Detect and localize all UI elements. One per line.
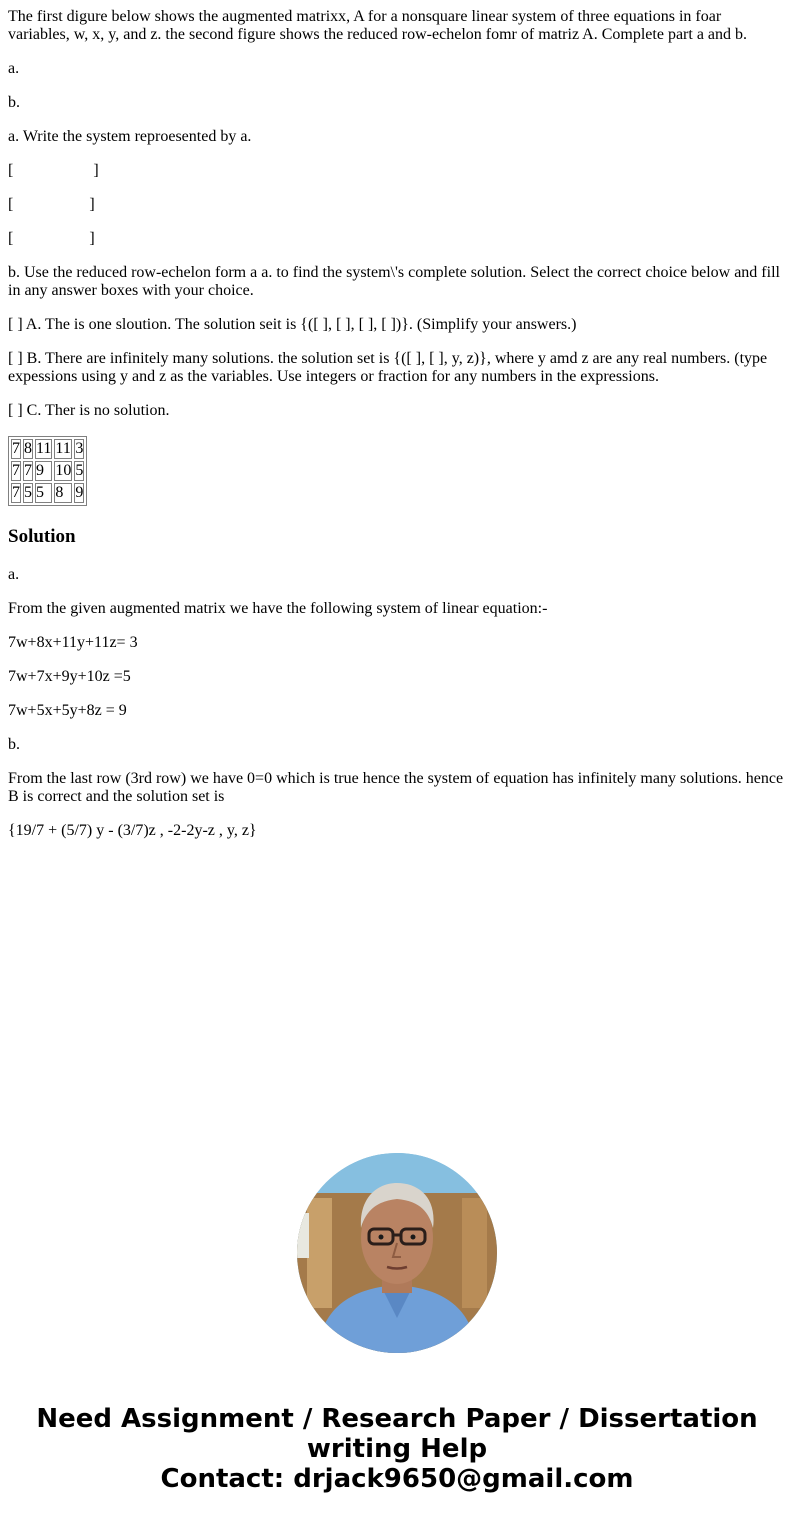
document-body <box>8 8 786 856</box>
answer-bracket-3: [ ] <box>8 230 95 247</box>
choice-c: [ ] C. Ther is no solution. <box>8 402 170 419</box>
solution-heading: Solution <box>8 526 76 547</box>
author-portrait-icon <box>297 1153 497 1353</box>
matrix-cell: 8 <box>54 483 72 503</box>
matrix-cell: 7 <box>12 440 20 457</box>
matrix-cell: 11 <box>55 440 71 457</box>
solution-set: {19/7 + (5/7) y - (3/7)z , -2-2y-z , y, z} <box>8 822 257 839</box>
matrix-cell: 8 <box>24 440 32 457</box>
question-label-b: b. <box>8 94 20 111</box>
part-a-prompt: a. Write the system reproesented by a. <box>8 128 252 145</box>
matrix-cell: 3 <box>75 440 84 457</box>
matrix-cell: 7 <box>24 462 32 479</box>
promo-banner <box>0 1404 794 1494</box>
equation-2: 7w+7x+9y+10z =5 <box>8 668 131 685</box>
matrix-row <box>11 483 84 503</box>
author-avatar <box>297 1153 497 1353</box>
matrix-row <box>11 439 84 459</box>
matrix-cell: 9 <box>75 484 84 501</box>
question-intro: The first digure below shows the augmented matrixx, A for a nonsquare linear system of three equations in foar variables, w, x, y, and z. the second figure shows the reduced row-echelon fomr of matriz A. Complete part a and b. <box>8 8 748 43</box>
equation-3: 7w+5x+5y+8z = 9 <box>8 702 127 719</box>
matrix-cell: 5 <box>75 462 84 479</box>
banner-line-2: writing Help <box>306 1434 488 1464</box>
matrix-cell: 7 <box>12 462 20 479</box>
equation-1: 7w+8x+11y+11z= 3 <box>8 634 138 651</box>
matrix-cell: 10 <box>55 462 72 479</box>
banner-contact: Contact: drjack9650@gmail.com <box>160 1464 634 1494</box>
solution-intro-a: From the given augmented matrix we have the following system of linear equation:- <box>8 600 548 617</box>
matrix-cell: 7 <box>12 484 20 501</box>
choice-b: [ ] B. There are infinitely many solutions. the solution set is {([ ], [ ], y, z)}, where y amd z are any real numbers. (type expessions using y and z as the variables. Use integers or fraction for any numbers in the expressions. <box>8 350 768 385</box>
answer-bracket-2: [ ] <box>8 196 95 213</box>
choice-a: [ ] A. The is one sloution. The solution seit is {([ ], [ ], [ ], [ ])}. (Simplify your answers.) <box>8 316 577 333</box>
matrix-cell: 5 <box>35 483 52 503</box>
solution-label-a: a. <box>8 566 20 583</box>
matrix-cell: 11 <box>36 440 52 457</box>
question-label-a: a. <box>8 60 20 77</box>
augmented-matrix-table <box>8 436 87 506</box>
part-b-prompt: b. Use the reduced row-echelon form a a. to find the system\'s complete solution. Select the correct choice below and fill in any answer boxes with your choice. <box>8 264 780 299</box>
solution-label-b: b. <box>8 736 20 753</box>
matrix-cell: 5 <box>24 484 32 501</box>
matrix-row <box>11 461 84 481</box>
solution-explanation-b: From the last row (3rd row) we have 0=0 which is true hence the system of equation has infinitely many solutions. hence B is correct and the solution set is <box>8 770 784 805</box>
banner-line-1: Need Assignment / Research Paper / Dissertation <box>36 1404 758 1434</box>
matrix-cell: 9 <box>35 461 52 481</box>
answer-bracket-1: [ ] <box>8 162 99 179</box>
